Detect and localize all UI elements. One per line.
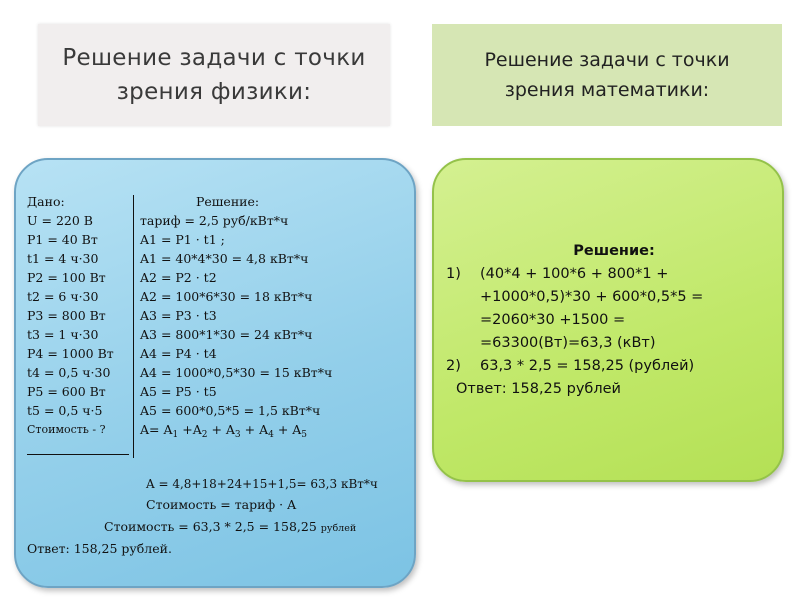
math-answer: Ответ: 158,25 рублей [456, 381, 621, 397]
given-item: t1 = 4 ч·30 [27, 251, 99, 266]
given-item: P3 = 800 Вт [27, 308, 106, 323]
physics-answer: Ответ: 158,25 рублей. [27, 541, 172, 556]
physics-header-line2: зрения физики: [116, 79, 312, 105]
physics-header-line1: Решение задачи с точки [62, 45, 366, 71]
solution-line: A1 = P1 · t1 ; [140, 232, 225, 247]
given-item: t3 = 1 ч·30 [27, 327, 99, 342]
math-step-line: +1000*0,5)*30 + 600*0,5*5 = [480, 289, 704, 305]
solution-line: A2 = P2 · t2 [140, 270, 217, 285]
math-solution-text [446, 240, 772, 401]
physics-header-panel [38, 24, 390, 126]
given-item: t2 = 6 ч·30 [27, 289, 99, 304]
given-item: P4 = 1000 Вт [27, 346, 114, 361]
math-step-line: (40*4 + 100*6 + 800*1 + [480, 266, 669, 282]
given-item: t5 = 0,5 ч·5 [27, 403, 103, 418]
given-item: U = 220 В [27, 213, 93, 228]
given-item: P1 = 40 Вт [27, 232, 98, 247]
math-header-panel [432, 24, 782, 126]
cost-value: Стоимость = 63,3 * 2,5 = 158,25 [104, 519, 317, 534]
cost-unit: рублей [320, 523, 357, 534]
solution-column [140, 192, 332, 439]
solution-line: A1 = 40*4*30 = 4,8 кВт*ч [140, 251, 309, 266]
solution-line: A2 = 100*6*30 = 18 кВт*ч [140, 289, 313, 304]
sum-formula: $A= A_1 +A_2 + A_3 + A_4 + A_5$ [140, 422, 308, 440]
math-step-line: =2060*30 +1500 = [480, 312, 626, 328]
given-item: P5 = 600 Вт [27, 384, 106, 399]
cost-formula: Стоимость = тариф · A [146, 497, 297, 512]
given-divider [133, 195, 134, 458]
given-item: P2 = 100 Вт [27, 270, 106, 285]
math-heading: Решение: [573, 243, 655, 259]
sum-value: A = 4,8+18+24+15+1,5= 63,3 кВт*ч [146, 477, 378, 491]
solution-line: A5 = P5 · t5 [140, 384, 217, 399]
solution-line: A3 = P3 · t3 [140, 308, 217, 323]
solution-line: A3 = 800*1*30 = 24 кВт*ч [140, 327, 313, 342]
given-underline [27, 454, 129, 455]
solution-line: A4 = P4 · t4 [140, 346, 217, 361]
math-header-line1: Решение задачи с точки [484, 49, 730, 71]
cost-unknown-label: Стоимость - ? [27, 423, 106, 436]
math-step-2 [446, 355, 772, 378]
math-step-line: 63,3 * 2,5 = 158,25 (рублей) [480, 358, 695, 374]
math-step-number: 2) [446, 358, 461, 374]
math-step-line: =63300(Вт)=63,3 (кВт) [480, 335, 656, 351]
given-item: t4 = 0,5 ч·30 [27, 365, 111, 380]
solution-line: A5 = 600*0,5*5 = 1,5 кВт*ч [140, 403, 321, 418]
cost-value-line [104, 519, 356, 534]
given-column [27, 192, 114, 439]
math-step-number: 1) [446, 266, 461, 282]
solution-heading: Решение: [196, 194, 260, 209]
math-header-line2: зрения математики: [504, 79, 710, 101]
given-heading: Дано: [27, 194, 65, 209]
math-step-1 [446, 263, 772, 355]
solution-line: A4 = 1000*0,5*30 = 15 кВт*ч [140, 365, 333, 380]
solution-line: тариф = 2,5 руб/кВт*ч [140, 213, 289, 228]
